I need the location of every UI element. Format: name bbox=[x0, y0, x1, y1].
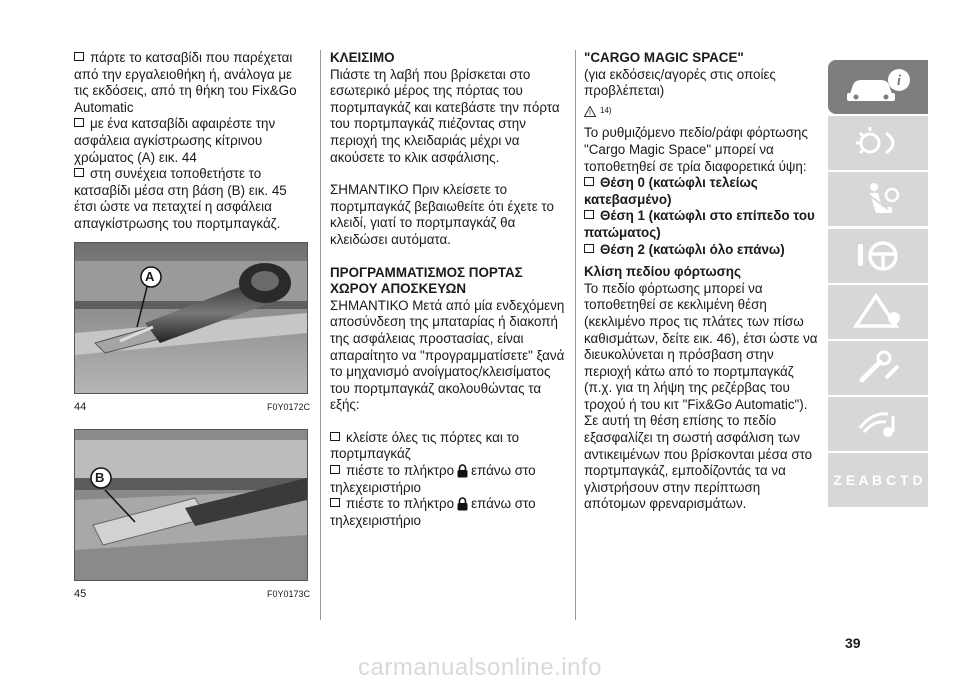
checkbox-bullet-icon bbox=[74, 118, 84, 127]
figure-44-caption bbox=[74, 399, 310, 416]
step-text: επάνω στο τηλεχειριστήριο bbox=[330, 463, 536, 495]
watermark: carmanualsonline.info bbox=[358, 654, 602, 681]
step-text: πάρτε το κατσαβίδι που παρέχεται από την εργαλειοθήκη ή, ανάλογα με τις εκδόσεις, από τη θήκη του Fix&Go Automatic bbox=[74, 50, 297, 115]
step-text: με ένα κατσαβίδι αφαιρέστε την ασφάλεια αγκίστρωσης κίτρινου χρώματος (A) εικ. 44 bbox=[74, 116, 276, 165]
column-1 bbox=[74, 50, 310, 603]
section-heading: Κλίση πεδίου φόρτωσης bbox=[584, 264, 741, 280]
checkbox-bullet-icon bbox=[74, 168, 84, 177]
figure-number: 44 bbox=[74, 400, 87, 413]
step-text: κλείστε όλες τις πόρτες και το πορτμπαγκάζ bbox=[330, 429, 520, 462]
subheading: (για εκδόσεις/αγορές στις οποίες προβλέπεται) bbox=[584, 66, 776, 99]
column-3 bbox=[584, 50, 822, 513]
index-letters: Z E A B C T D bbox=[833, 471, 923, 488]
dashboard-lights-icon bbox=[848, 123, 908, 163]
step-text: επάνω στο τηλεχειριστήριο bbox=[330, 496, 536, 528]
step-text: πιέστε το πλήκτρο bbox=[346, 463, 455, 479]
checkbox-bullet-icon bbox=[584, 177, 594, 186]
chapter-tabs bbox=[828, 60, 928, 510]
index-icon bbox=[833, 473, 922, 488]
column-divider bbox=[320, 50, 321, 620]
section-heading: ΚΛΕΙΣΙΜΟ bbox=[330, 50, 395, 65]
paragraph: Το πεδίο φόρτωσης μπορεί να τοποθετηθεί σε κεκλιμένη θέση (κεκλιμένο προς τις πλάτες των πίσω καθισμάτων, δείτε εικ. 46), έτσι ώστε να διευκολύνεται η πρόσβαση στην περιοχή κάτω από το πορτμπαγκάζ (π.χ. για τη λήψη της ρεζέρβας του τροχού ή του κιτ "Fix&Go Automatic"). bbox=[584, 280, 818, 412]
svg-text:!: ! bbox=[589, 109, 591, 117]
lock-icon bbox=[457, 497, 468, 511]
figure-45-image bbox=[74, 429, 308, 581]
paragraph: ΣΗΜΑΝΤΙΚΟ Πριν κλείσετε το πορτμπαγκάζ βεβαιωθείτε ότι έχετε το κλειδί, γιατί το πορτμπαγκάζ θα κλειδώσει αυτόματα. bbox=[330, 182, 554, 247]
paragraph: Σε αυτή τη θέση επίσης το πεδίο εξασφαλίζει τη σωστή ασφάλιση των αντικειμένων που βρίσκονται μέσα στο πορτμπαγκάζ, εμποδίζοντάς τα να γλιστρήσουν στην περίπτωση απότομων φρεναρισμάτων. bbox=[584, 413, 813, 512]
lock-icon bbox=[457, 464, 468, 478]
tab-multimedia[interactable] bbox=[828, 397, 928, 451]
warning-triangle-icon bbox=[584, 106, 596, 117]
figure-44-image bbox=[74, 242, 308, 394]
checkbox-bullet-icon bbox=[584, 244, 594, 253]
figure-45-caption bbox=[74, 586, 310, 603]
checkbox-bullet-icon bbox=[584, 210, 594, 219]
car-info-icon bbox=[843, 67, 913, 107]
position-item: Θέση 2 (κατώφλι όλο επάνω) bbox=[600, 241, 785, 257]
tab-dashboard-lights[interactable] bbox=[828, 116, 928, 170]
service-wrench-icon bbox=[848, 348, 908, 388]
figure-callout-label: A bbox=[145, 268, 155, 284]
paragraph: Το ρυθμιζόμενο πεδίο/ράφι φόρτωσης "Cargo Magic Space" μπορεί να τοποθετηθεί σε τρία διαφορετικά ύψη: bbox=[584, 125, 808, 174]
tab-service[interactable] bbox=[828, 341, 928, 395]
tab-seat-airbag[interactable] bbox=[828, 172, 928, 226]
paragraph: Πιάστε τη λαβή που βρίσκεται στο εσωτερικό μέρος της πόρτας του πορτμπαγκάζ και κατεβάστε την πόρτα του πορτμπαγκάζ πιέζοντας στην περιοχή της κλειδαριάς μέχρι να ακούσετε το κλικ ασφάλισης. bbox=[330, 66, 560, 165]
warning-reference bbox=[584, 103, 822, 120]
svg-text:i: i bbox=[896, 73, 902, 89]
position-item: Θέση 1 (κατώφλι στο επίπεδο του πατώματος) bbox=[584, 208, 815, 240]
section-heading: ΠΡΟΓΡΑΜΜΑΤΙΣΜΟΣ ΠΟΡΤΑΣ ΧΩΡΟΥ ΑΠΟΣΚΕΥΩΝ bbox=[330, 264, 523, 297]
step-text: πιέστε το πλήκτρο bbox=[346, 496, 455, 512]
column-2 bbox=[330, 50, 568, 529]
column-divider bbox=[575, 50, 576, 620]
seat-airbag-icon bbox=[848, 179, 908, 219]
position-item: Θέση 0 (κατώφλι τελείως κατεβασμένο) bbox=[584, 175, 758, 207]
figure-callout-label: B bbox=[95, 470, 105, 486]
section-heading: "CARGO MAGIC SPACE" bbox=[584, 50, 744, 65]
step-text: στη συνέχεια τοποθετήστε το κατσαβίδι μέσα στη βάση (B) εικ. 45 έτσι ώστε να πεταχτεί η ασφάλεια απαγκίστρωσης του πορτμπαγκάζ. bbox=[74, 166, 287, 231]
figure-code: F0Y0172C bbox=[266, 401, 310, 412]
tab-emergency[interactable] bbox=[828, 285, 928, 339]
tab-car-info[interactable] bbox=[828, 60, 928, 114]
tab-starting-driving[interactable] bbox=[828, 229, 928, 283]
checkbox-bullet-icon bbox=[330, 432, 340, 441]
paragraph: ΣΗΜΑΝΤΙΚΟ Μετά από μία ενδεχόμενη αποσύνδεση της μπαταρίας ή διακοπή της ασφάλειας προστασίας, είναι απαραίτητο να "προγραμματίσετε" ξανά το μηχανισμό ανοίγματος/κλεισίματος του πορτμπαγκάζ ακολουθώντας τα εξής: bbox=[330, 297, 565, 413]
warning-triangle-icon bbox=[848, 292, 908, 332]
tab-index[interactable] bbox=[828, 453, 928, 507]
checkbox-bullet-icon bbox=[330, 465, 340, 474]
checkbox-bullet-icon bbox=[330, 498, 340, 507]
checkbox-bullet-icon bbox=[74, 52, 84, 61]
figure-code: F0Y0173C bbox=[266, 589, 310, 600]
warning-ref-number: 14) bbox=[600, 105, 612, 115]
starting-driving-icon bbox=[848, 236, 908, 276]
page-number: 39 bbox=[845, 635, 861, 651]
multimedia-icon bbox=[848, 404, 908, 444]
figure-number: 45 bbox=[74, 588, 87, 601]
